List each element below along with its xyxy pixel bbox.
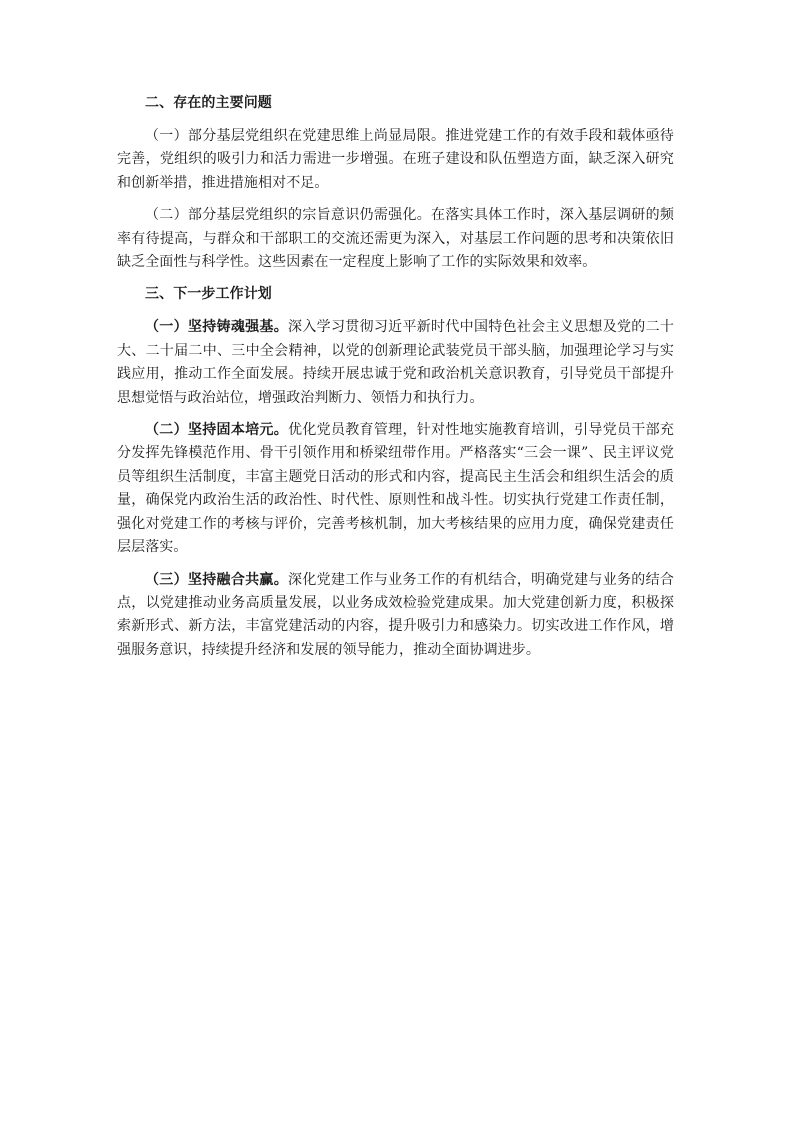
paragraph	[117, 316, 674, 410]
paragraph-lead: （一）坚持铸魂强基。	[145, 319, 289, 336]
paragraph-text: 深化党建工作与业务工作的有机结合，明确党建与业务的结合点，以党建推动业务高质量发展，以业务成效检验党建成果。加大党建创新力度，积极探索新形式、新方法，丰富党建活动的内容，提升吸引力和感染力。切实改进工作作风，增强服务意识，持续提升经济和发展的领导能力，推动全面协调进步。	[117, 571, 674, 658]
document-page	[117, 92, 674, 671]
paragraph-lead: （二）坚持固本培元。	[145, 422, 289, 439]
paragraph-text: 深入学习贯彻习近平新时代中国特色社会主义思想及党的二十大、二十届二中、三中全会精神，以党的创新理论武装党员干部头脑，加强理论学习与实践应用，推动工作全面发展。持续开展忠诚于党和政治机关意识教育，引导党员干部提升思想觉悟与政治站位，增强政治判断力、领悟力和执行力。	[117, 319, 674, 406]
paragraph	[117, 204, 674, 274]
paragraph-lead: （三）坚持融合共赢。	[145, 571, 289, 588]
paragraph	[117, 125, 674, 195]
section-heading: 三、下一步工作计划	[145, 286, 272, 303]
section-heading: 二、存在的主要问题	[145, 95, 272, 111]
paragraph-text: 优化党员教育管理，针对性地实施教育培训，引导党员干部充分发挥先锋模范作用、骨干引领作用和桥梁纽带作用。严格落实“三会一课”、民主评议党员等组织生活制度，丰富主题党日活动的形式和内容，提高民主生活会和组织生活会的质量，确保党内政治生活的政治性、时代性、原则性和战斗性。切实执行党建工作责任制，强化对党建工作的考核与评价，完善考核机制，加大考核结果的应用力度，确保党建责任层层落实。	[117, 422, 674, 556]
paragraph-text: （二）部分基层党组织的宗旨意识仍需强化。在落实具体工作时，深入基层调研的频率有待提高，与群众和干部职工的交流还需更为深入，对基层工作问题的思考和决策依旧缺乏全面性与科学性。这些因素在一定程度上影响了工作的实际效果和效率。	[117, 207, 674, 271]
paragraph	[117, 569, 674, 663]
section-problems	[117, 92, 674, 274]
section-plan	[117, 283, 674, 662]
paragraph	[117, 419, 674, 559]
paragraph-text: （一）部分基层党组织在党建思维上尚显局限。推进党建工作的有效手段和载体亟待完善，党组织的吸引力和活力需进一步增强。在班子建设和队伍塑造方面，缺乏深入研究和创新举措，推进措施相对不足。	[117, 128, 674, 191]
